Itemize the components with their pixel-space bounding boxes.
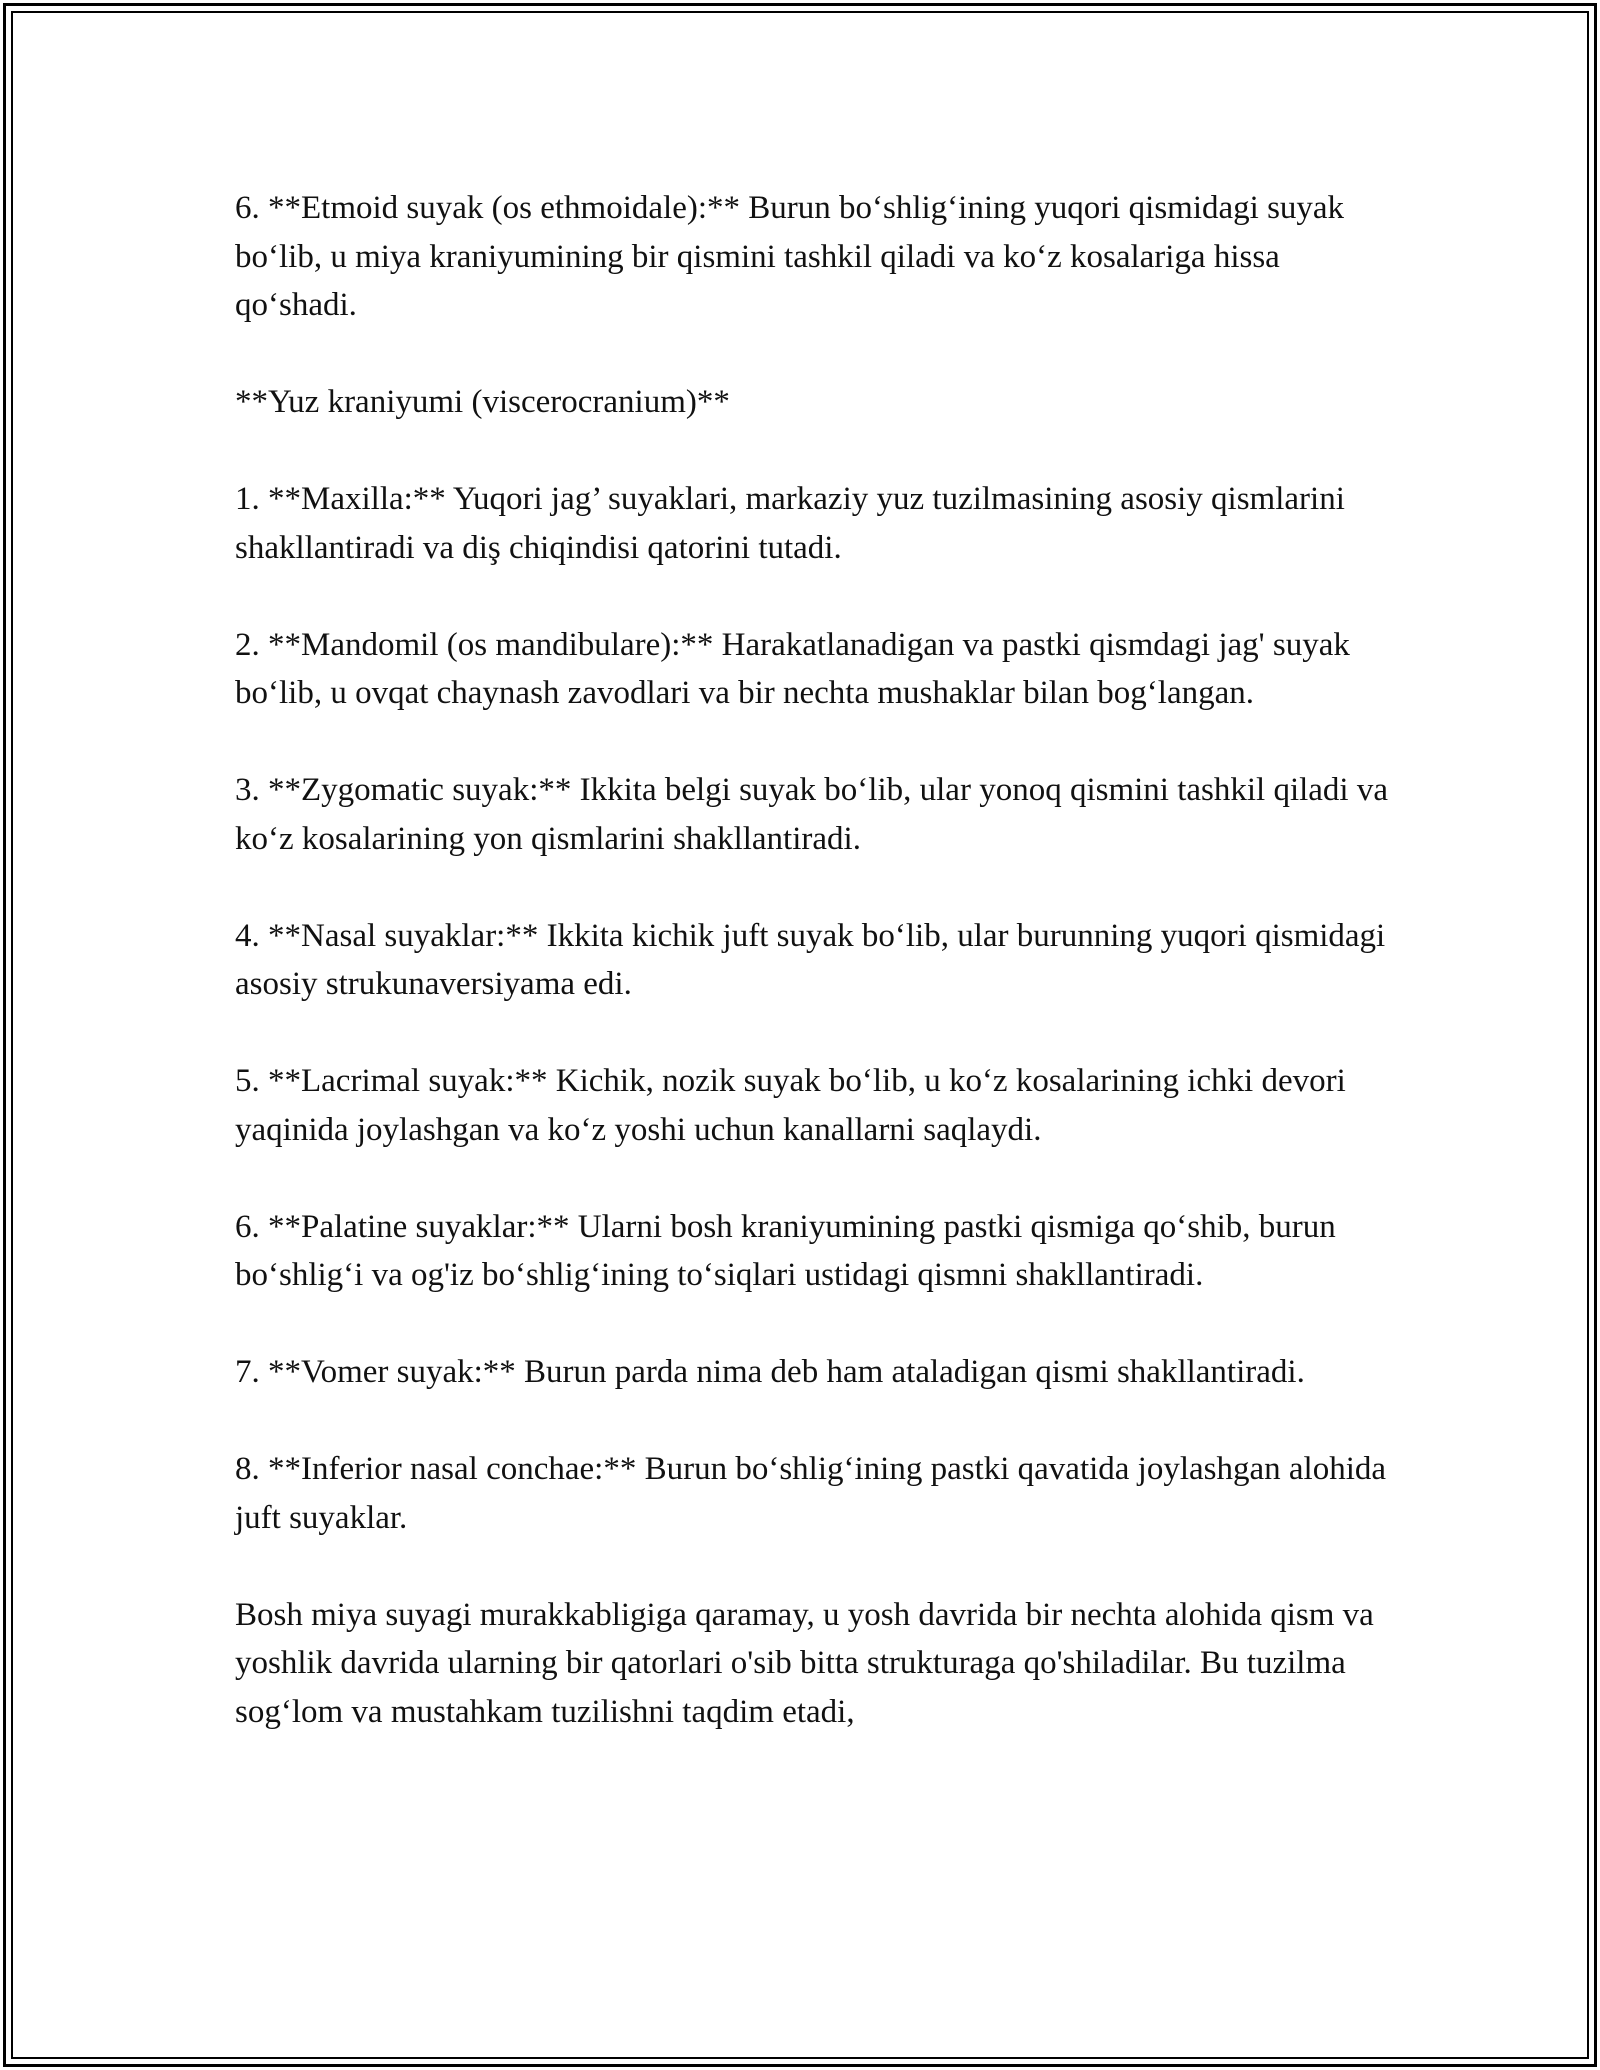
paragraph-nasal: 4. **Nasal suyaklar:** Ikkita kichik juft suyak bo‘lib, ular burunning yuqori qismidagi asosiy strukunaversiyama edi. <box>235 917 1386 1002</box>
paragraph-mandomil: 2. **Mandomil (os mandibulare):** Harakatlanadigan va pastki qismdagi jag' suyak bo‘lib, u ovqat chaynash zavodlari va bir nechta mushaklar bilan bog‘langan. <box>235 626 1350 711</box>
paragraph-summary: Bosh miya suyagi murakkabligiga qaramay, u yosh davrida bir nechta alohida qism va yoshlik davrida ularning bir qatorlari o'sib bitta strukturaga qo'shiladilar. Bu tuzilma sog‘lom va mustahkam tuzilishni taqdim etadi, <box>235 1596 1374 1730</box>
paragraph-etmoid: 6. **Etmoid suyak (os ethmoidale):** Burun bo‘shlig‘ining yuqori qismidagi suyak bo‘lib, u miya kraniyumining bir qismini tashkil qiladi va ko‘z kosalariga hissa qo‘shadi. <box>235 190 1345 323</box>
paragraph-lacrimal: 5. **Lacrimal suyak:** Kichik, nozik suyak bo‘lib, u ko‘z kosalarining ichki devori yaqinida joylashgan va ko‘z yoshi uchun kanallarni saqlaydi. <box>235 1063 1346 1148</box>
document-body <box>235 184 1395 1736</box>
paragraph-vomer: 7. **Vomer suyak:** Burun parda nima deb ham ataladigan qismi shakllantiradi. <box>235 1354 1305 1390</box>
paragraph-palatine: 6. **Palatine suyaklar:** Ularni bosh kraniyumining pastki qismiga qo‘shib, burun bo‘shlig‘i va og'iz bo‘shlig‘ining to‘siqlari ustidagi qismni shakllantiradi. <box>235 1208 1336 1293</box>
paragraph-maxilla: 1. **Maxilla:** Yuqori jag’ suyaklari, markaziy yuz tuzilmasining asosiy qismlarini shakllantiradi va diş chiqindisi qatorini tutadi. <box>235 481 1345 566</box>
paragraph-inferior-nasal-conchae: 8. **Inferior nasal conchae:** Burun bo‘shlig‘ining pastki qavatida joylashgan alohida juft suyaklar. <box>235 1451 1387 1536</box>
section-heading-viscerocranium: **Yuz kraniyumi (viscerocranium)** <box>235 384 730 420</box>
paragraph-zygomatic: 3. **Zygomatic suyak:** Ikkita belgi suyak bo‘lib, ular yonoq qismini tashkil qiladi va ko‘z kosalarining yon qismlarini shakllantiradi. <box>235 772 1389 857</box>
